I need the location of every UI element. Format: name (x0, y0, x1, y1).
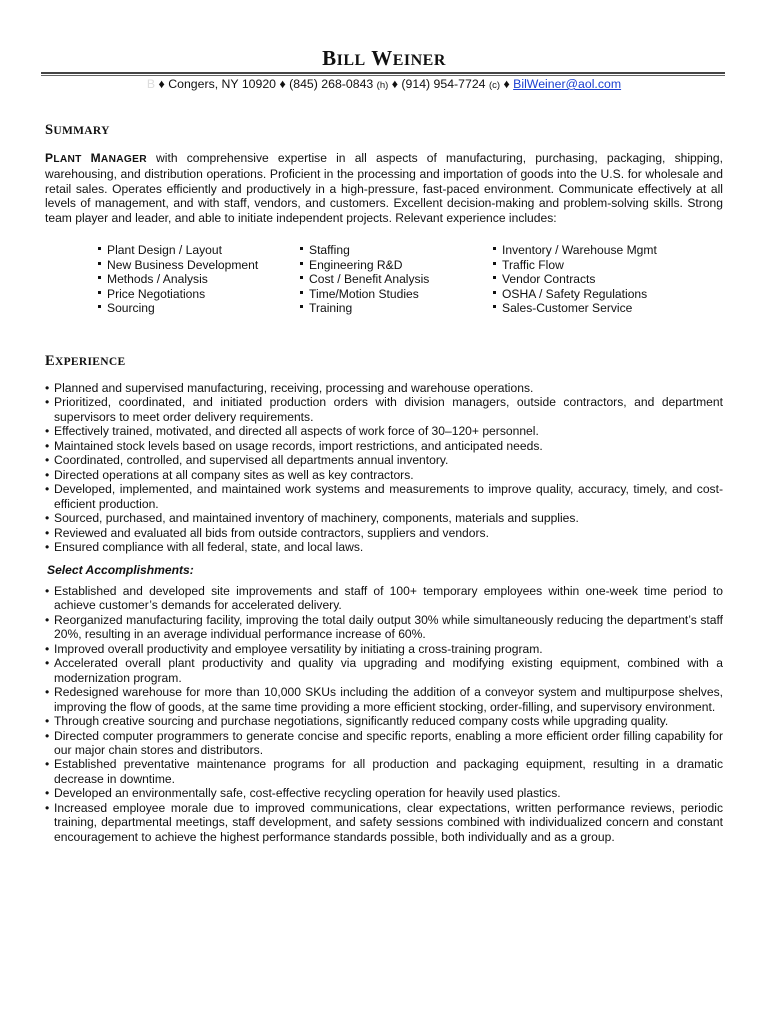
bullet-icon: • (45, 786, 50, 801)
skill-item (98, 287, 300, 302)
list-item-text: Ensured compliance with all federal, state, and local laws. (54, 539, 364, 554)
bullet-icon: • (45, 656, 50, 671)
list-item-text: Redesigned warehouse for more than 10,000 SKUs including the addition of a conveyor system and multipurpose shelves, improving the flow of goods, at the same time providing a more efficient stocking, order-filling, and supervisory environment. (54, 685, 723, 714)
phone-cell-tag: (c) (488, 80, 501, 91)
skill-label: Sales-Customer Service (502, 301, 633, 315)
square-bullet-icon (300, 276, 303, 279)
skill-label: Inventory / Warehouse Mgmt (502, 243, 657, 257)
square-bullet-icon (300, 291, 303, 294)
experience-list (45, 381, 723, 554)
list-item (45, 395, 723, 424)
summary-text: with comprehensive expertise in all aspects of manufacturing, purchasing, packaging, shipping, warehousing, and distribution operations. Proficient in the processing and importation of goods into the U.S. for wholesale and retail sales. Operates efficiently and productively in a high-pressure, fast-paced environment. Communicate effectively at all levels of management, and with staff, vendors, and customers. Excellent decision-making and problem-solving skills. Strong team player and leader, and able to initiate independent projects. Relevant experience includes: (45, 151, 723, 225)
square-bullet-icon (300, 305, 303, 308)
skills-column (300, 243, 493, 316)
summary-lead (45, 151, 147, 165)
candidate-name (0, 46, 768, 71)
skill-item (300, 258, 493, 273)
skill-label: Traffic Flow (502, 257, 564, 272)
lead-anager: ANAGER (100, 154, 147, 165)
square-bullet-icon (98, 305, 101, 308)
list-item (45, 729, 723, 758)
list-item-text: Developed, implemented, and maintained work systems and measurements to improve quality, accuracy, timely, and cost-efficient production. (54, 482, 723, 511)
skill-item (493, 287, 718, 302)
list-item (45, 613, 723, 642)
skill-item (493, 258, 718, 273)
list-item (45, 453, 723, 467)
summary-heading-rest: UMMARY (53, 125, 110, 137)
list-item (45, 685, 723, 714)
bullet-icon: • (45, 800, 50, 815)
square-bullet-icon (493, 247, 496, 250)
skills-column (98, 243, 300, 316)
bullet-icon: • (45, 539, 50, 554)
lead-p: P (45, 151, 54, 165)
header-rule-thin (41, 75, 725, 76)
skill-label: Training (309, 301, 353, 315)
bullet-icon: • (45, 641, 50, 656)
bullet-icon: • (45, 584, 50, 598)
contact-prefix: B (146, 77, 156, 91)
list-item (45, 439, 723, 453)
email-link[interactable]: BilWeiner@aol.com (513, 77, 622, 91)
bullet-icon: • (45, 453, 50, 468)
bullet-icon: • (45, 685, 50, 700)
list-item (45, 424, 723, 438)
square-bullet-icon (300, 247, 303, 250)
diamond-icon: ♦ (158, 77, 165, 91)
skill-label: Plant Design / Layout (107, 243, 222, 257)
list-item-text: Through creative sourcing and purchase negotiations, significantly reduced company costs while upgrading quality. (54, 714, 669, 729)
list-item (45, 656, 723, 685)
list-item-text: Developed an environmentally safe, cost-effective recycling operation for heavily used plastics. (54, 786, 561, 801)
phone-home: (845) 268-0843 (289, 77, 374, 91)
summary-heading (45, 122, 110, 139)
experience-heading-initial: E (45, 353, 55, 369)
contact-line (0, 77, 768, 91)
name-last-rest: EINER (392, 52, 446, 69)
bullet-icon: • (45, 438, 50, 453)
skill-label: Staffing (309, 243, 350, 257)
list-item-text: Effectively trained, motivated, and directed all aspects of work force of 30–120+ personnel. (54, 424, 539, 439)
square-bullet-icon (98, 291, 101, 294)
name-last-initial: W (371, 46, 393, 70)
lead-m: M (90, 151, 101, 165)
list-item (45, 381, 723, 395)
bullet-icon: • (45, 612, 50, 627)
list-item-text: Reorganized manufacturing facility, improving the total daily output 30% while simultaneously reducing the department’s staff 20%, resulting in an average individual performance increase of 60%. (54, 612, 723, 642)
name-first-rest: ILL (336, 52, 366, 69)
list-item (45, 714, 723, 728)
skill-item (98, 243, 300, 258)
list-item (45, 540, 723, 554)
square-bullet-icon (98, 247, 101, 250)
accomplishments-heading: Select Accomplishments: (47, 563, 194, 577)
list-item-text: Maintained stock levels based on usage records, import restrictions, and anticipated needs. (54, 438, 543, 453)
skill-label: Methods / Analysis (107, 272, 208, 286)
square-bullet-icon (493, 291, 496, 294)
header-rule-thick (41, 72, 725, 74)
skill-item (98, 272, 300, 287)
list-item-text: Increased employee morale due to improved communications, clear expectations, written performance reviews, periodic training, departmental meetings, staff development, and safety sessions combined with individualized concern and constant encouragement to achieve the highest performance standards possible, both individually and as a group. (54, 800, 723, 844)
list-item-text: Improved overall productivity and employee versatility by initiating a cross-training program. (54, 641, 543, 656)
bullet-icon: • (45, 482, 50, 497)
skill-item (493, 301, 718, 316)
summary-heading-initial: S (45, 122, 54, 138)
skill-item (493, 243, 718, 258)
skills-column (493, 243, 718, 316)
list-item (45, 584, 723, 613)
diamond-icon: ♦ (503, 77, 510, 91)
square-bullet-icon (98, 276, 101, 279)
skill-item (300, 243, 493, 258)
list-item-text: Planned and supervised manufacturing, receiving, processing and warehouse operations. (54, 381, 534, 395)
list-item (45, 511, 723, 525)
skill-label: Engineering R&D (309, 257, 403, 272)
bullet-icon: • (45, 525, 50, 540)
summary-paragraph (45, 151, 723, 225)
list-item (45, 757, 723, 786)
list-item-text: Established preventative maintenance programs for all production and packaging equipment, resulting in a dramatic decrease in downtime. (54, 757, 723, 786)
list-item (45, 526, 723, 540)
square-bullet-icon (98, 262, 101, 265)
list-item (45, 468, 723, 482)
diamond-icon: ♦ (391, 77, 398, 91)
skill-label: OSHA / Safety Regulations (502, 286, 648, 301)
bullet-icon: • (45, 467, 50, 482)
list-item-text: Accelerated overall plant productivity and quality via upgrading and modifying existing equipment, combined with a modernization program. (54, 656, 723, 685)
bullet-icon: • (45, 511, 50, 526)
square-bullet-icon (493, 262, 496, 265)
skill-label: Time/Motion Studies (309, 286, 419, 301)
experience-heading-rest: XPERIENCE (54, 356, 126, 368)
list-item-text: Prioritized, coordinated, and initiated production orders with division managers, outside contractors, and department supervisors to meet order delivery requirements. (54, 395, 723, 424)
lead-lant: LANT (53, 154, 82, 165)
list-item-text: Directed operations at all company sites as well as key contractors. (54, 467, 414, 482)
skill-item (300, 287, 493, 302)
square-bullet-icon (300, 262, 303, 265)
phone-home-tag: (h) (376, 80, 389, 91)
square-bullet-icon (493, 305, 496, 308)
bullet-icon: • (45, 381, 50, 395)
list-item-text: Coordinated, controlled, and supervised all departments annual inventory. (54, 453, 449, 468)
list-item-text: Established and developed site improvements and staff of 100+ temporary employees within one-week time period to achieve customer’s demands for accelerated delivery. (54, 584, 723, 613)
skill-label: New Business Development (107, 257, 259, 272)
list-item (45, 482, 723, 511)
skill-item (98, 301, 300, 316)
skill-label: Cost / Benefit Analysis (309, 272, 430, 286)
experience-heading (45, 353, 125, 370)
bullet-icon: • (45, 714, 50, 729)
bullet-icon: • (45, 728, 50, 743)
phone-cell: (914) 954-7724 (401, 77, 486, 91)
bullet-icon: • (45, 757, 50, 772)
list-item-text: Directed computer programmers to generate concise and specific reports, enabling a more efficient order filling capability for our major chain stores and distributors. (54, 728, 723, 757)
skill-label: Price Negotiations (107, 286, 206, 301)
list-item (45, 786, 723, 800)
skills-grid (98, 243, 718, 316)
bullet-icon: • (45, 395, 50, 410)
skill-item (493, 272, 718, 287)
contact-location: Congers, NY 10920 (168, 77, 277, 91)
skill-label: Sourcing (107, 301, 155, 315)
list-item-text: Reviewed and evaluated all bids from outside contractors, suppliers and vendors. (54, 525, 489, 540)
skill-item (98, 258, 300, 273)
square-bullet-icon (493, 276, 496, 279)
diamond-icon: ♦ (279, 77, 286, 91)
list-item-text: Sourced, purchased, and maintained inventory of machinery, components, materials and supplies. (54, 511, 579, 526)
skill-item (300, 272, 493, 287)
accomplishments-list (45, 584, 723, 844)
skill-item (300, 301, 493, 316)
skill-label: Vendor Contracts (502, 272, 596, 286)
name-first-initial: B (322, 46, 337, 70)
list-item (45, 642, 723, 656)
list-item (45, 801, 723, 844)
bullet-icon: • (45, 424, 50, 439)
